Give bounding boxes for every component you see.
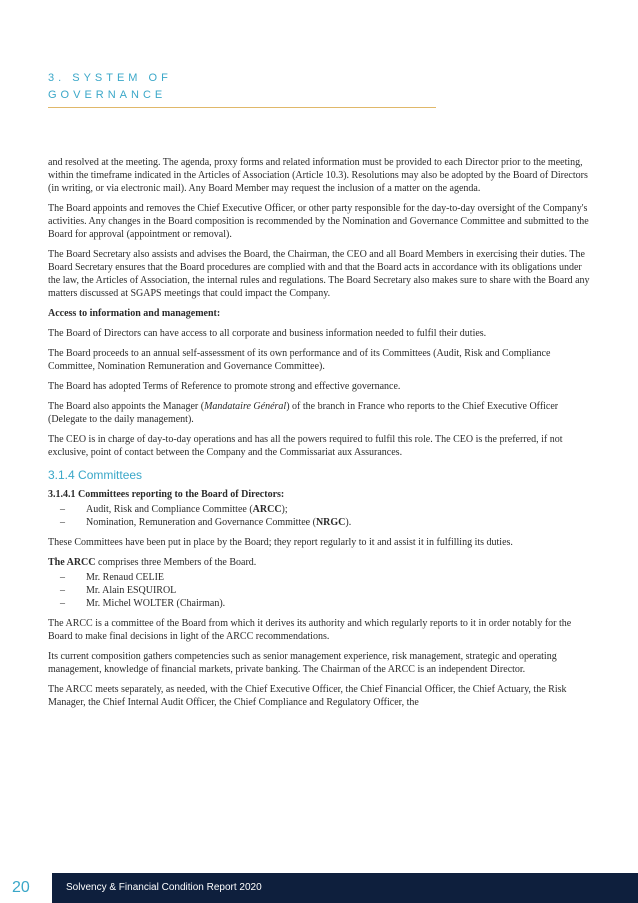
paragraph: The Board proceeds to an annual self-assessment of its own performance and of its Committees (Audit, Risk and Compliance Committee, Nomination Remuneration and Governance Committee). [48,348,551,372]
list-item [48,503,594,516]
paragraph: Its current composition gathers competencies such as senior management experience, risk management, strategic and operating management, knowledge of financial markets, private banking. The Chairman of the ARCC is an independent Director. [48,651,557,675]
paragraph [48,556,594,569]
reporting-heading-text: 3.1.4.1 Committees reporting to the Board of Directors: [48,489,285,500]
member-list [48,571,594,610]
paragraph: The ARCC meets separately, as needed, with the Chief Executive Officer, the Chief Financial Officer, the Chief Actuary, the Risk Manager, the Chief Internal Audit Officer, the Chief Compliance and Regulatory Officer, the [48,684,567,708]
report-title: Solvency & Financial Condition Report 2020 [66,882,262,893]
text-run: Audit, Risk and Compliance Committee ( [86,504,253,515]
text-run: Nomination, Remuneration and Governance Committee ( [86,517,316,528]
text-run: comprises three Members of the Board. [95,557,257,568]
section-heading-line1: 3. SYSTEM OF [48,72,172,84]
paragraph: The Board appoints and removes the Chief Executive Officer, or other party responsible for the day-to-day oversight of the Company's activities. Any changes in the Board composition is recommended by the Nomination and Governance Committee and submitted to the Board for approval (appointment or removal). [48,203,589,240]
list-item: – Mr. Renaud CELIE [48,571,594,584]
acronym: NRGC [315,517,346,528]
section-heading-line2: GOVERNANCE [48,89,167,101]
access-heading-text: Access to information and management: [48,308,221,319]
access-heading [48,307,594,320]
page-footer [0,873,638,903]
text-run: ). [345,517,352,528]
footer-bar [52,873,638,903]
reporting-heading [48,488,594,501]
committees-heading: 3.1.4 Committees [48,468,143,482]
section-heading [48,70,172,104]
list-item [48,516,594,529]
list-item: – Mr. Michel WOLTER (Chairman). [48,597,594,610]
committee-list [48,503,594,529]
paragraph: The Board of Directors can have access to all corporate and business information needed to fulfil their duties. [48,328,487,339]
paragraph [48,400,594,426]
paragraph: These Committees have been put in place by the Board; they report regularly to it and assist it in fulfilling its duties. [48,537,513,548]
text-run: ); [281,504,288,515]
text-run: ) of the branch in France who reports to the Chief Executive Officer (Delegate to the daily management). [48,401,559,425]
arcc-label: The ARCC [48,557,96,568]
italic-term: Mandataire Général [204,401,287,412]
document-body [48,156,594,716]
text-run: The Board also appoints the Manager ( [48,401,205,412]
paragraph: The CEO is in charge of day-to-day operations and has all the powers required to fulfil this role. The CEO is the preferred, if not exclusive, point of contact between the Company and the Commissariat aux Assurances. [48,434,563,458]
heading-divider [48,107,436,108]
paragraph: The ARCC is a committee of the Board from which it derives its authority and which regularly reports to it in order notably for the Board to make final decisions in light of the ARCC recommendations. [48,618,572,642]
paragraph: The Board Secretary also assists and advises the Board, the Chairman, the CEO and all Board Members in exercising their duties. The Board Secretary ensures that the Board procedures are complied with and that the Board acts in accordance with its obligations under the law, the Articles of Association, the internal rules and regulations. The Board Secretary also makes sure to share with the Board any matters discussed at SGAPS meetings that could impact the Company. [48,249,590,299]
paragraph: and resolved at the meeting. The agenda, proxy forms and related information must be provided to each Director prior to the meeting, within the timeframe indicated in the Articles of Association (Article 10.3). Resolutions may also be adopted by the Board of Directors (in writing, or via electronic mail). Any Board Member may request the inclusion of a matter on the agenda. [48,157,588,194]
paragraph: The Board has adopted Terms of Reference to promote strong and effective governance. [48,381,401,392]
list-item: – Mr. Alain ESQUIROL [48,584,594,597]
page-number: 20 [12,879,30,896]
acronym: ARCC [252,504,282,515]
